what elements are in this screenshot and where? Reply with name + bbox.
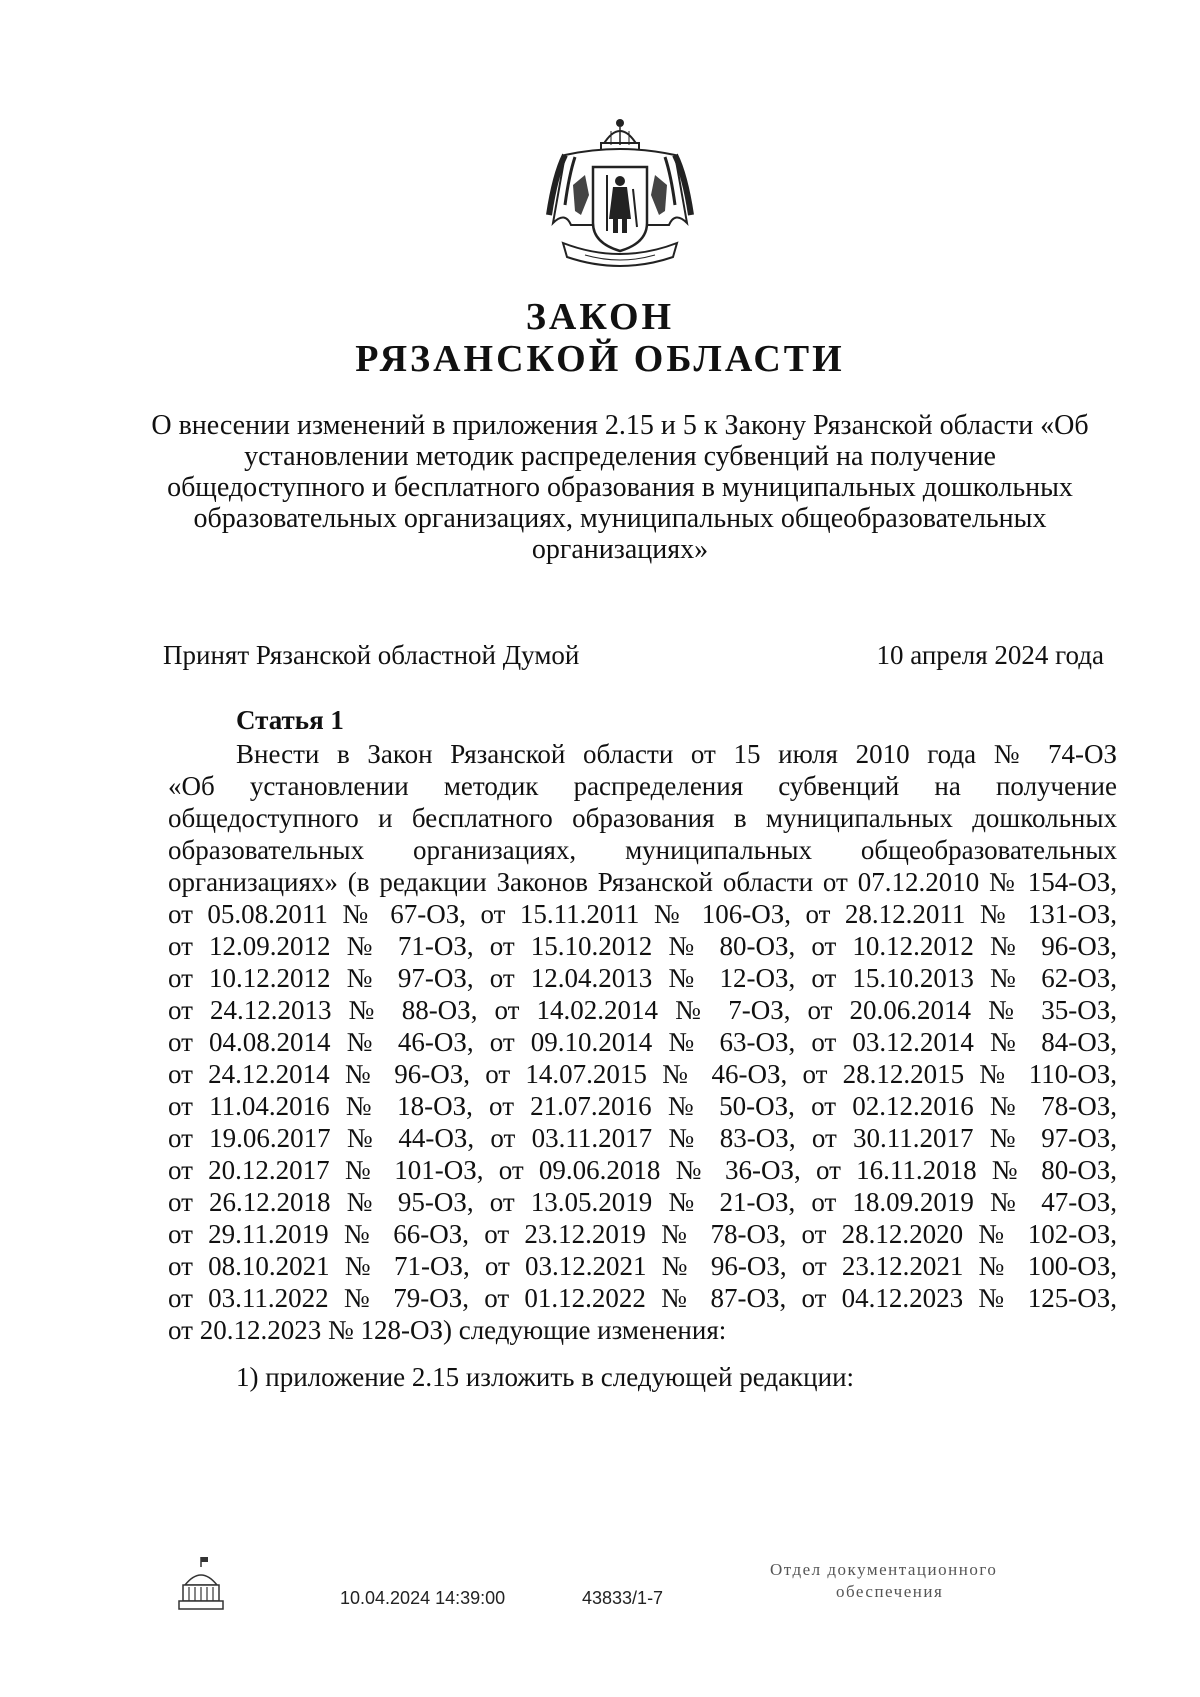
- article-item-1: 1) приложение 2.15 изложить в следующей редакции:: [236, 1362, 855, 1392]
- article-text-line: образовательных организациях, муниципальных общеобразовательных: [168, 835, 1117, 865]
- article-text-line: от 12.09.2012 № 71-ОЗ, от 15.10.2012 № 80-ОЗ, от 10.12.2012 № 96-ОЗ,: [168, 931, 1117, 961]
- article-heading: Статья 1: [236, 705, 344, 735]
- registration-number: 43833/1-7: [582, 1588, 664, 1608]
- registration-datetime: 10.04.2024 14:39:00: [340, 1588, 506, 1608]
- article-text-line: от 24.12.2014 № 96-ОЗ, от 14.07.2015 № 46-ОЗ, от 28.12.2015 № 110-ОЗ,: [168, 1059, 1117, 1089]
- article-text-line: от 05.08.2011 № 67-ОЗ, от 15.11.2011 № 106-ОЗ, от 28.12.2011 № 131-ОЗ,: [168, 899, 1117, 929]
- department-stamp-line1: Отдел документационного: [770, 1560, 998, 1579]
- article-text-line: от 26.12.2018 № 95-ОЗ, от 13.05.2019 № 21-ОЗ, от 18.09.2019 № 47-ОЗ,: [168, 1187, 1117, 1217]
- article-text-line: от 10.12.2012 № 97-ОЗ, от 12.04.2013 № 12-ОЗ, от 15.10.2013 № 62-ОЗ,: [168, 963, 1117, 993]
- article-text-line: Внести в Закон Рязанской области от 15 июля 2010 года № 74-ОЗ: [236, 739, 1117, 769]
- coat-of-arms-icon: [545, 115, 695, 275]
- adopted-by: Принят Рязанской областной Думой: [163, 640, 580, 670]
- issuer-title: РЯЗАНСКОЙ ОБЛАСТИ: [355, 338, 845, 380]
- duma-logo-icon: [175, 1555, 227, 1613]
- article-text-line: от 20.12.2017 № 101-ОЗ, от 09.06.2018 № 36-ОЗ, от 16.11.2018 № 80-ОЗ,: [168, 1155, 1117, 1185]
- article-text-line: «Об установлении методик распределения субвенций на получение: [168, 771, 1117, 801]
- article-text-line: от 08.10.2021 № 71-ОЗ, от 03.12.2021 № 96-ОЗ, от 23.12.2021 № 100-ОЗ,: [168, 1251, 1117, 1281]
- article-text-line: общедоступного и бесплатного образования в муниципальных дошкольных: [168, 803, 1117, 833]
- adoption-date: 10 апреля 2024 года: [876, 640, 1104, 670]
- article-text-line: от 03.11.2022 № 79-ОЗ, от 01.12.2022 № 87-ОЗ, от 04.12.2023 № 125-ОЗ,: [168, 1283, 1117, 1313]
- law-subject-title: О внесении изменений в приложения 2.15 и 5 к Закону Рязанской области «Об установлении методик распределения субвенций на получение общедоступного и бесплатного образования в муниципальных дошкольных образовательных организациях, муниципальных общеобразовательных организациях»: [151, 410, 1089, 565]
- article-text-line: от 19.06.2017 № 44-ОЗ, от 03.11.2017 № 83-ОЗ, от 30.11.2017 № 97-ОЗ,: [168, 1123, 1117, 1153]
- article-text-line: от 20.12.2023 № 128-ОЗ) следующие изменения:: [168, 1315, 727, 1345]
- article-text-line: от 29.11.2019 № 66-ОЗ, от 23.12.2019 № 78-ОЗ, от 28.12.2020 № 102-ОЗ,: [168, 1219, 1117, 1249]
- article-text-line: от 11.04.2016 № 18-ОЗ, от 21.07.2016 № 50-ОЗ, от 02.12.2016 № 78-ОЗ,: [168, 1091, 1117, 1121]
- article-text-line: от 24.12.2013 № 88-ОЗ, от 14.02.2014 № 7-ОЗ, от 20.06.2014 № 35-ОЗ,: [168, 995, 1117, 1025]
- document-type-title: ЗАКОН: [525, 296, 675, 338]
- article-text-line: организациях» (в редакции Законов Рязанской области от 07.12.2010 № 154-ОЗ,: [168, 867, 1117, 897]
- department-stamp-line2: обеспечения: [836, 1582, 944, 1601]
- article-text-line: от 04.08.2014 № 46-ОЗ, от 09.10.2014 № 63-ОЗ, от 03.12.2014 № 84-ОЗ,: [168, 1027, 1117, 1057]
